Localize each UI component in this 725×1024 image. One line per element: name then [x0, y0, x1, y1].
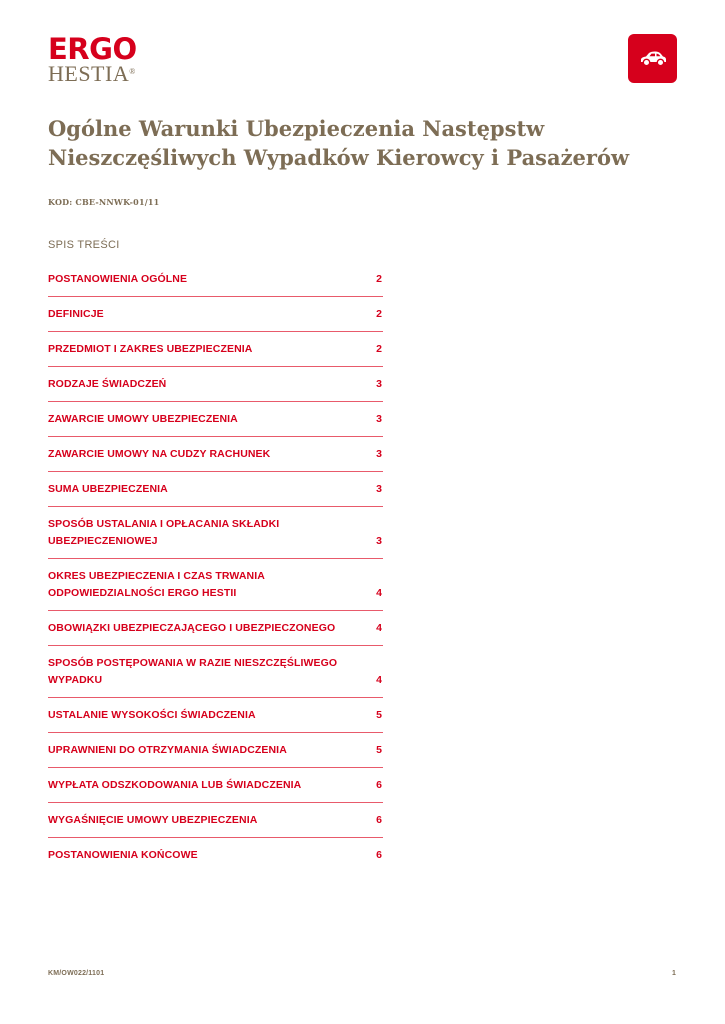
toc-item-label: PRZEDMIOT I ZAKRES UBEZPIECZENIA — [48, 343, 253, 355]
toc-item-label: DEFINICJE — [48, 308, 104, 320]
toc-item[interactable] — [48, 803, 383, 838]
toc-item-page: 3 — [376, 448, 382, 460]
toc-item-label: SUMA UBEZPIECZENIA — [48, 483, 168, 495]
toc-item-page: 2 — [376, 343, 382, 355]
toc-item[interactable] — [48, 611, 383, 646]
toc-item[interactable] — [48, 698, 383, 733]
toc-item-label: RODZAJE ŚWIADCZEŃ — [48, 378, 167, 390]
toc-item-label: UPRAWNIENI DO OTRZYMANIA ŚWIADCZENIA — [48, 744, 287, 756]
toc-item-page: 4 — [376, 587, 382, 599]
toc-item-page: 3 — [376, 413, 382, 425]
logo-hestia-text — [48, 61, 137, 86]
toc-item-page: 4 — [376, 674, 382, 686]
toc-item[interactable] — [48, 559, 383, 611]
toc-item-label: SPOSÓB USTALANIA I OPŁACANIA SKŁADKI UBEZPIECZENIOWEJ — [48, 518, 280, 547]
toc-item-page: 2 — [376, 273, 382, 285]
footer-page-number: 1 — [672, 970, 676, 977]
toc-item[interactable] — [48, 646, 383, 698]
toc-item[interactable] — [48, 437, 383, 472]
toc-item-page: 6 — [376, 779, 382, 791]
toc-item-page: 5 — [376, 709, 382, 721]
toc-item-label: OKRES UBEZPIECZENIA I CZAS TRWANIA ODPOWIEDZIALNOŚCI ERGO HESTII — [48, 570, 265, 599]
footer-doc-code: KM/OW022/1101 — [48, 970, 105, 977]
document-title-line-1: Ogólne Warunki Ubezpieczenia Następstw — [48, 116, 545, 141]
toc-item[interactable] — [48, 402, 383, 437]
car-icon — [638, 50, 668, 68]
logo-ergo-text: ERGO — [48, 32, 137, 66]
toc-item-page: 2 — [376, 308, 382, 320]
document-title — [48, 114, 688, 172]
document-title-line-2: Nieszczęśliwych Wypadków Kierowcy i Pasażerów — [48, 145, 630, 170]
toc-item[interactable] — [48, 507, 383, 559]
toc-item[interactable] — [48, 472, 383, 507]
toc-item-page: 6 — [376, 814, 382, 826]
toc-item-label: POSTANOWIENIA OGÓLNE — [48, 273, 188, 285]
toc-item-label: ZAWARCIE UMOWY NA CUDZY RACHUNEK — [48, 448, 271, 460]
logo-hestia-word: HESTIA — [48, 61, 130, 86]
toc-item-label: SPOSÓB POSTĘPOWANIA W RAZIE NIESZCZĘŚLIWEGO WYPADKU — [48, 657, 338, 686]
toc-item-page: 6 — [376, 849, 382, 861]
toc-item[interactable] — [48, 768, 383, 803]
toc-item[interactable] — [48, 838, 383, 872]
document-code: KOD: CBE-NNWK-01/11 — [48, 197, 160, 207]
toc-item[interactable] — [48, 262, 383, 297]
toc-item-page: 3 — [376, 378, 382, 390]
toc-item-label: POSTANOWIENIA KOŃCOWE — [48, 849, 198, 861]
toc-item-label: WYGAŚNIĘCIE UMOWY UBEZPIECZENIA — [48, 814, 258, 826]
toc-item-page: 3 — [376, 535, 382, 547]
toc-heading: SPIS TREŚCI — [48, 239, 120, 251]
toc-item[interactable] — [48, 367, 383, 402]
toc-item[interactable] — [48, 297, 383, 332]
logo-registered-mark: ® — [129, 67, 136, 76]
table-of-contents — [48, 262, 383, 872]
car-badge — [628, 34, 677, 83]
toc-item[interactable] — [48, 332, 383, 367]
toc-item-label: ZAWARCIE UMOWY UBEZPIECZENIA — [48, 413, 238, 425]
toc-item-label: WYPŁATA ODSZKODOWANIA LUB ŚWIADCZENIA — [48, 779, 302, 791]
toc-item-page: 5 — [376, 744, 382, 756]
toc-item[interactable] — [48, 733, 383, 768]
toc-item-label: USTALANIE WYSOKOŚCI ŚWIADCZENIA — [48, 709, 256, 721]
ergo-hestia-logo — [48, 34, 137, 84]
toc-item-label: OBOWIĄZKI UBEZPIECZAJĄCEGO I UBEZPIECZONEGO — [48, 622, 336, 634]
toc-item-page: 4 — [376, 622, 382, 634]
toc-item-page: 3 — [376, 483, 382, 495]
